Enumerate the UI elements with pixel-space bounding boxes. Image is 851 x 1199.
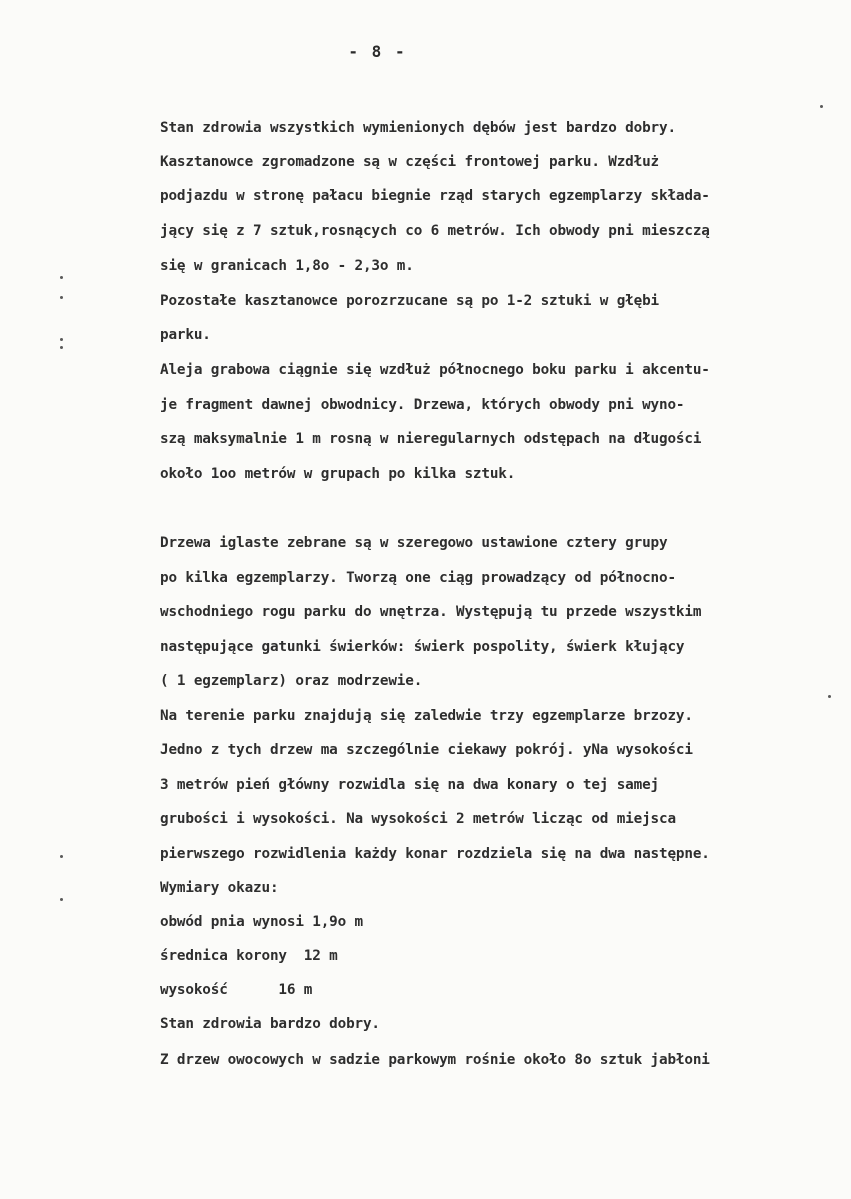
text-line: Jedno z tych drzew ma szczególnie ciekawy pokrój. yNa wysokości	[160, 742, 693, 758]
scan-speck	[60, 346, 63, 349]
scan-speck	[60, 855, 63, 858]
scan-speck	[60, 338, 63, 341]
text-line: Wymiary okazu:	[160, 880, 279, 896]
text-line: średnica korony 12 m	[160, 948, 338, 964]
text-line: szą maksymalnie 1 m rosną w nieregularnych odstępach na długości	[160, 431, 702, 447]
scan-speck	[828, 695, 831, 698]
text-line: Stan zdrowia wszystkich wymienionych dębów jest bardzo dobry.	[160, 120, 676, 136]
text-line: 3 metrów pień główny rozwidla się na dwa konary o tej samej	[160, 777, 659, 793]
text-line: Z drzew owocowych w sadzie parkowym rośnie około 8o sztuk jabłoni	[160, 1052, 710, 1068]
scan-speck	[60, 296, 63, 299]
text-line: parku.	[160, 327, 211, 343]
text-line: Drzewa iglaste zebrane są w szeregowo ustawione cztery grupy	[160, 535, 668, 551]
text-line: je fragment dawnej obwodnicy. Drzewa, których obwody pni wyno-	[160, 397, 685, 413]
text-line: podjazdu w stronę pałacu biegnie rząd starych egzemplarzy składa-	[160, 188, 710, 204]
text-line: następujące gatunki świerków: świerk pospolity, świerk kłujący	[160, 639, 685, 655]
text-line: Na terenie parku znajdują się zaledwie trzy egzemplarze brzozy.	[160, 708, 693, 724]
text-line: Stan zdrowia bardzo dobry.	[160, 1016, 380, 1032]
text-line: się w granicach 1,8o - 2,3o m.	[160, 258, 414, 274]
page-number: - 8 -	[348, 42, 407, 61]
text-line: obwód pnia wynosi 1,9o m	[160, 914, 363, 930]
scan-speck	[820, 105, 823, 108]
text-line: około 1oo metrów w grupach po kilka sztuk.	[160, 466, 516, 482]
scan-speck	[60, 276, 63, 279]
text-line: wschodniego rogu parku do wnętrza. Występują tu przede wszystkim	[160, 604, 702, 620]
text-line: wysokość 16 m	[160, 982, 313, 998]
scan-speck	[60, 898, 63, 901]
text-line: jący się z 7 sztuk,rosnących co 6 metrów. Ich obwody pni mieszczą	[160, 223, 710, 239]
text-line: Pozostałe kasztanowce porozrzucane są po 1-2 sztuki w głębi	[160, 293, 659, 309]
text-line: Kasztanowce zgromadzone są w części frontowej parku. Wzdłuż	[160, 154, 659, 170]
text-line: Aleja grabowa ciągnie się wzdłuż północnego boku parku i akcentu-	[160, 362, 710, 378]
text-line: grubości i wysokości. Na wysokości 2 metrów licząc od miejsca	[160, 811, 676, 827]
text-line: pierwszego rozwidlenia każdy konar rozdziela się na dwa następne.	[160, 846, 710, 862]
text-line: ( 1 egzemplarz) oraz modrzewie.	[160, 673, 423, 689]
text-line: po kilka egzemplarzy. Tworzą one ciąg prowadzący od północno-	[160, 570, 676, 586]
